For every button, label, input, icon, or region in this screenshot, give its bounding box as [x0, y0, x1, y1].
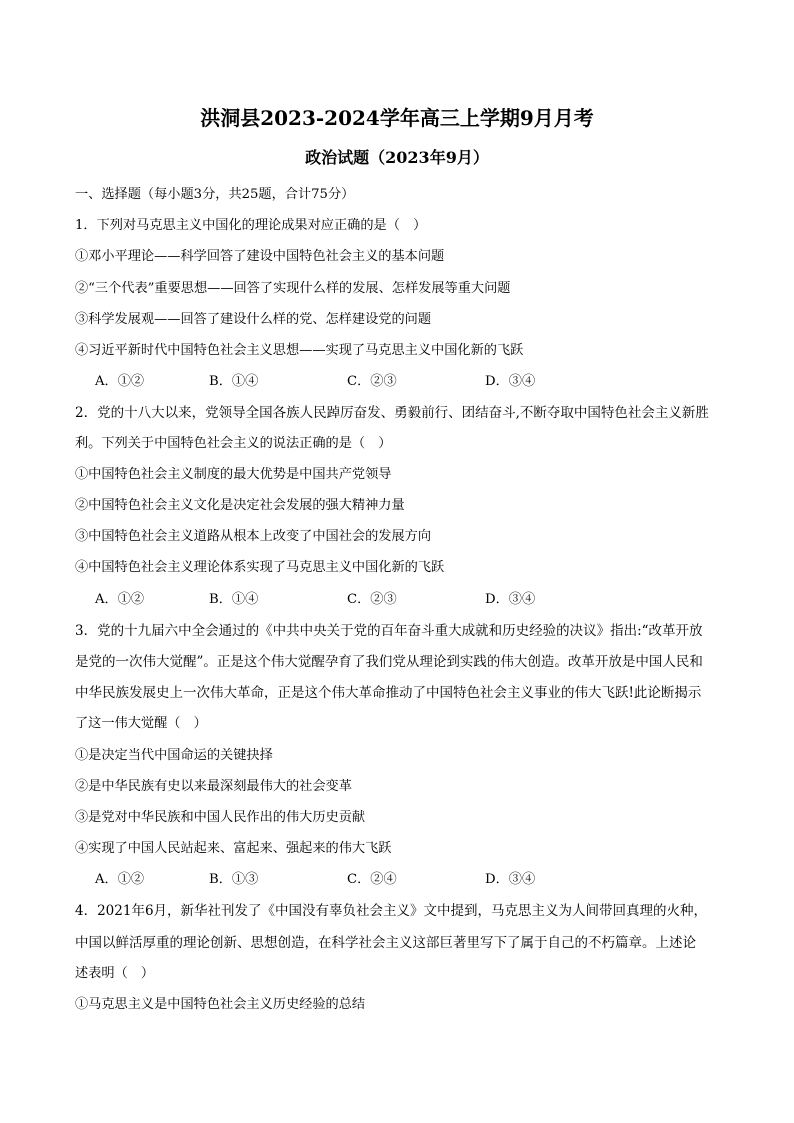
question-1-statement-4: ④习近平新时代中国特色社会主义思想——实现了马克思主义中国化新的飞跃	[75, 343, 524, 358]
exam-subtitle: 政治试题（2023年9月）	[305, 148, 489, 167]
question-3-stem-line-3: 中华民族发展史上一次伟大革命，正是这个伟大革命推动了中国特色社会主义事业的伟大飞跃!此论断揭示	[75, 685, 702, 701]
question-3-option-c[interactable]: C．②④	[347, 872, 397, 887]
question-4-stem-line-3: 述表明（ ）	[75, 966, 155, 981]
question-1-statement-1: ①邓小平理论——科学回答了建设中国特色社会主义的基本问题	[75, 249, 445, 264]
exam-title: 洪洞县2023-2024学年高三上学期9月月考	[200, 106, 594, 130]
question-2-statement-1: ①中国特色社会主义制度的最大优势是中国共产党领导	[75, 467, 392, 482]
question-3-option-a[interactable]: A．①②	[95, 872, 145, 887]
section-heading: 一、选择题（每小题3分，共25题，合计75分）	[75, 187, 355, 202]
question-1-option-a[interactable]: A．①②	[95, 374, 145, 389]
question-3-statement-3: ③是党对中华民族和中国人民作出的伟大历史贡献	[75, 810, 366, 825]
question-3-stem-line-4: 了这一伟大觉醒（ ）	[75, 716, 207, 731]
question-3-option-d[interactable]: D．③④	[485, 872, 536, 887]
question-1-option-d[interactable]: D．③④	[485, 374, 536, 389]
question-3-statement-4: ④实现了中国人民站起来、富起来、强起来的伟大飞跃	[75, 841, 392, 856]
question-2-stem-line-2: 利。下列关于中国特色社会主义的说法正确的是（ ）	[75, 436, 392, 451]
question-1-option-c[interactable]: C．②③	[347, 374, 397, 389]
question-2-statement-2: ②中国特色社会主义文化是决定社会发展的强大精神力量	[75, 498, 405, 513]
question-3-stem-line-1: 3．党的十九届六中全会通过的《中共中央关于党的百年奋斗重大成就和历史经验的决议》指出:“改革开放	[75, 623, 703, 639]
question-2-option-c[interactable]: C．②③	[347, 592, 397, 607]
question-4-stem-line-2: 中国以鲜活厚重的理论创新、思想创造，在科学社会主义这部巨著里写下了属于自己的不朽篇章。上述论	[75, 935, 696, 951]
question-2-statement-3: ③中国特色社会主义道路从根本上改变了中国社会的发展方向	[75, 529, 432, 544]
question-2-option-b[interactable]: B．①④	[209, 592, 259, 607]
question-3-statement-2: ②是中华民族有史以来最深刻最伟大的社会变革	[75, 779, 352, 794]
question-1-stem-line-1: 1．下列对马克思主义中国化的理论成果对应正确的是（ ）	[75, 218, 427, 233]
question-3-stem-line-2: 是党的一次伟大觉醒”。正是这个伟大觉醒孕育了我们党从理论到实践的伟大创造。改革开放是中国人民和	[75, 654, 703, 670]
question-2-statement-4: ④中国特色社会主义理论体系实现了马克思主义中国化新的飞跃	[75, 560, 445, 575]
question-3-option-b[interactable]: B．①③	[209, 872, 259, 887]
question-2-stem-line-1: 2．党的十八大以来，党领导全国各族人民踔厉奋发、勇毅前行、团结奋斗,不断夺取中国特色社会主义新胜	[75, 405, 709, 421]
question-4-stem-line-1: 4．2021年6月，新华社刊发了《中国没有辜负社会主义》文中提到，马克思主义为人间带回真理的火种，	[75, 903, 708, 919]
question-4-statement-1: ①马克思主义是中国特色社会主义历史经验的总结	[75, 997, 366, 1012]
question-1-statement-2: ②“三个代表”重要思想——回答了实现什么样的发展、怎样发展等重大问题	[75, 281, 511, 296]
question-1-statement-3: ③科学发展观——回答了建设什么样的党、怎样建设党的问题	[75, 312, 432, 327]
question-3-statement-1: ①是决定当代中国命运的关键抉择	[75, 748, 273, 763]
question-2-option-a[interactable]: A．①②	[95, 592, 145, 607]
question-2-option-d[interactable]: D．③④	[485, 592, 536, 607]
question-1-option-b[interactable]: B．①④	[209, 374, 259, 389]
